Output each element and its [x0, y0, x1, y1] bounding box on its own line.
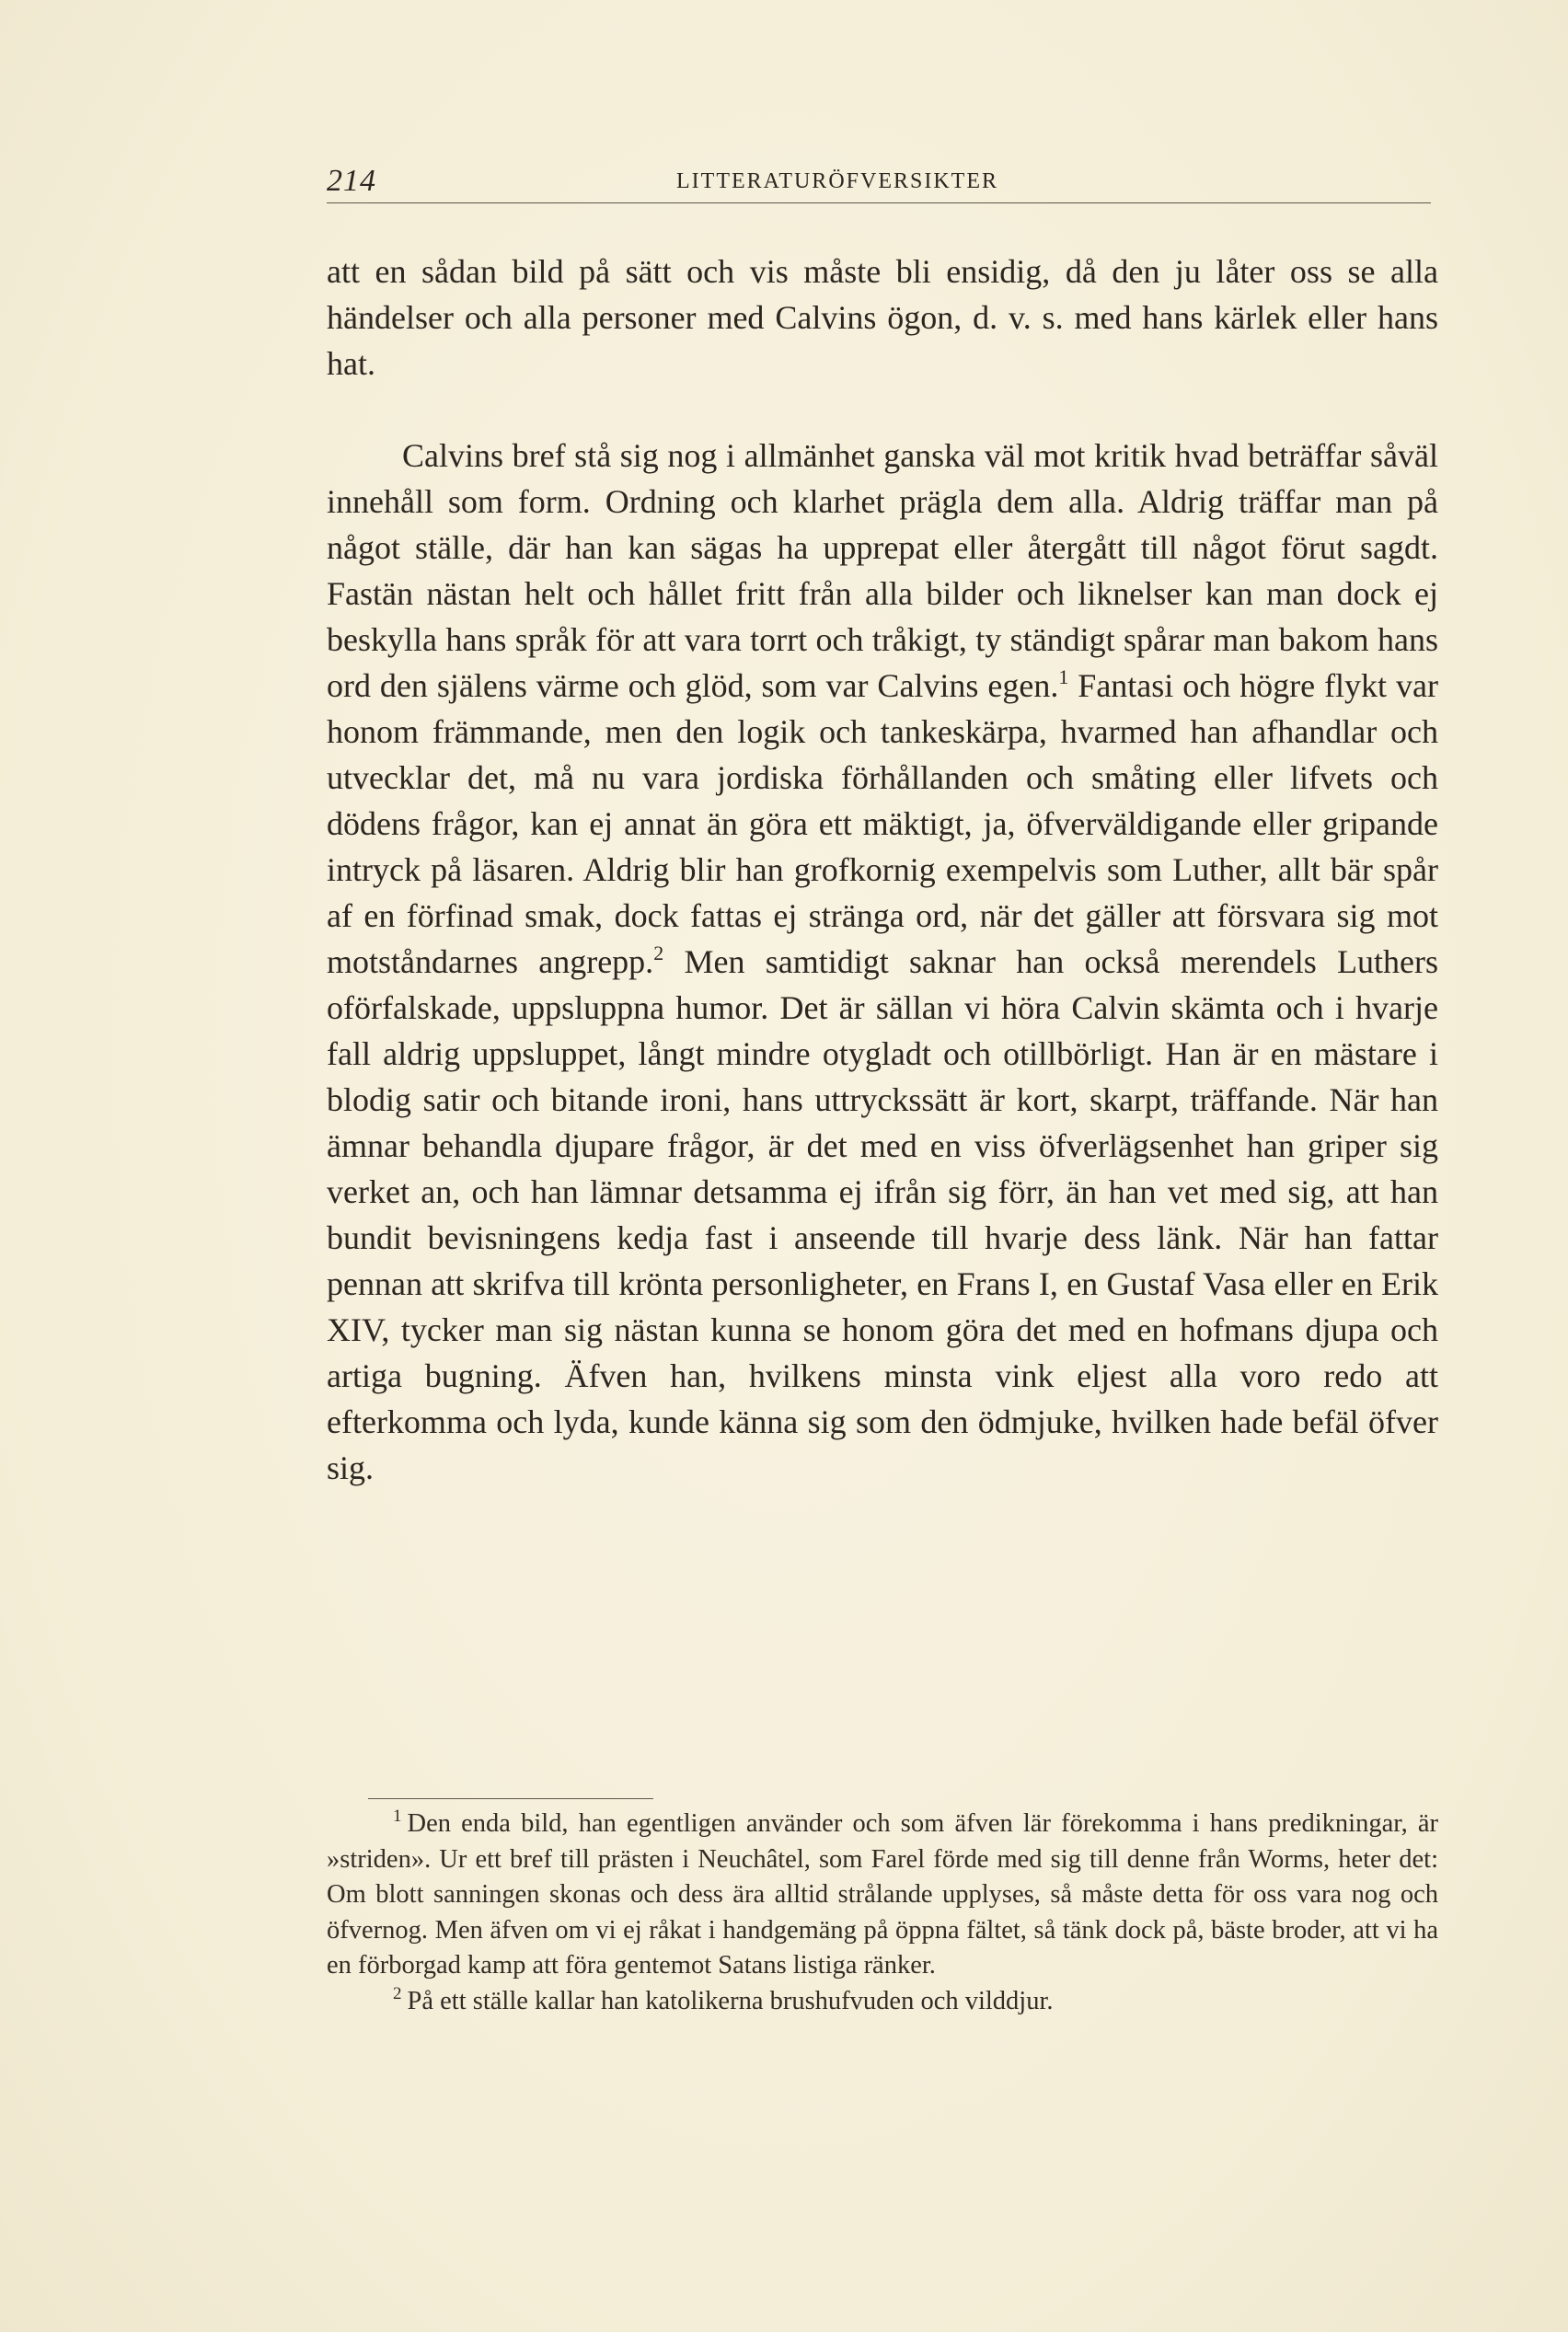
header-rule [327, 202, 1431, 203]
footnote-1 [327, 1807, 1438, 1984]
footnotes [327, 1807, 1438, 2020]
footnote-reference-2: 2 [653, 941, 664, 964]
footnote-text-1: Den enda bild, han egentligen använder och som äfven lär förekomma i hans predikningar, är »striden». Ur ett bref till prästen i Neuchâtel, som Farel förde med sig till denne från Worms, heter det: Om blott sanningen skonas och dess ära alltid strålande upplyses, så måste detta för oss vara nog och öfvernog. Men äfven om vi ej råkat i handgemäng på öppna fältet, så tänk dock på, bäste broder, att vi ha en förborgad kamp att föra gentemot Satans listiga ränker. [327, 1809, 1438, 1980]
page-header [327, 164, 1431, 201]
paragraph-2-part-1: Calvins bref stå sig nog i allmänhet ganska väl mot kritik hvad beträffar såväl innehåll som form. Ordning och klarhet prägla dem alla. Aldrig träffar man på något ställe, där han kan sägas ha upprepat eller återgått till något förut sagdt. Fastän nästan helt och hållet fritt från alla bilder och liknelser kan man dock ej beskylla hans språk för att vara torrt och tråkigt, ty ständigt spårar man bakom hans ord den själens värme och glöd, som var Calvins egen. [327, 437, 1438, 704]
footnote-reference-1: 1 [1058, 665, 1069, 688]
running-title: LITTERATURÖFVERSIKTER [676, 169, 998, 193]
footnote-text-2: På ett ställe kallar han katolikerna brushufvuden och vilddjur. [407, 1986, 1054, 2015]
paragraph-2-part-2: Fantasi och högre flykt var honom främmande, men den logik och tankeskärpa, hvarmed han afhandlar och utvecklar det, må nu vara jordiska förhållanden och småting eller lifvets och dödens frågor, kan ej annat än göra ett mäktigt, ja, öfverväldigande eller gripande intryck på läsaren. Aldrig blir han grofkornig exempelvis som Luther, allt bär spår af en förfinad smak, dock fattas ej stränga ord, när det gäller att försvara sig mot motståndarnes angrepp. [327, 667, 1438, 980]
paragraph-2-part-3: Men samtidigt saknar han också merendels Luthers oförfalskade, uppsluppna humor. Det är sällan vi höra Calvin skämta och i hvarje fall aldrig uppsluppet, långt mindre otygladt och otillbörligt. Han är en mästare i blodig satir och bitande ironi, hans uttryckssätt är kort, skarpt, träffande. När han ämnar behandla djupare frågor, är det med en viss öfverlägsenhet han griper sig verket an, och han lämnar detsamma ej ifrån sig förr, än han vet med sig, att han bundit bevisningens kedja fast i anseende till hvarje dess länk. När han fattar pennan att skrifva till krönta personligheter, en Frans I, en Gustaf Vasa eller en Erik XIV, tycker man sig nästan kunna se honom göra det med en hofmans djupa och artiga bugning. Äfven han, hvilkens minsta vink eljest alla voro redo att efterkomma och lyda, kunde känna sig som den ödmjuke, hvilken hade befäl öfver sig. [327, 943, 1438, 1486]
page-number: 214 [327, 164, 376, 198]
main-text [327, 248, 1438, 1491]
paragraph-2 [327, 433, 1438, 1491]
footnote-mark-1: 1 [393, 1807, 402, 1826]
footnote-separator [368, 1798, 653, 1799]
footnote-mark-2: 2 [393, 1983, 402, 2003]
paragraph-1: att en sådan bild på sätt och vis måste bli ensidig, då den ju låter oss se alla händelser och alla personer med Calvins ögon, d. v. s. med hans kärlek eller hans hat. [327, 253, 1438, 382]
footnote-2 [327, 1984, 1438, 2020]
